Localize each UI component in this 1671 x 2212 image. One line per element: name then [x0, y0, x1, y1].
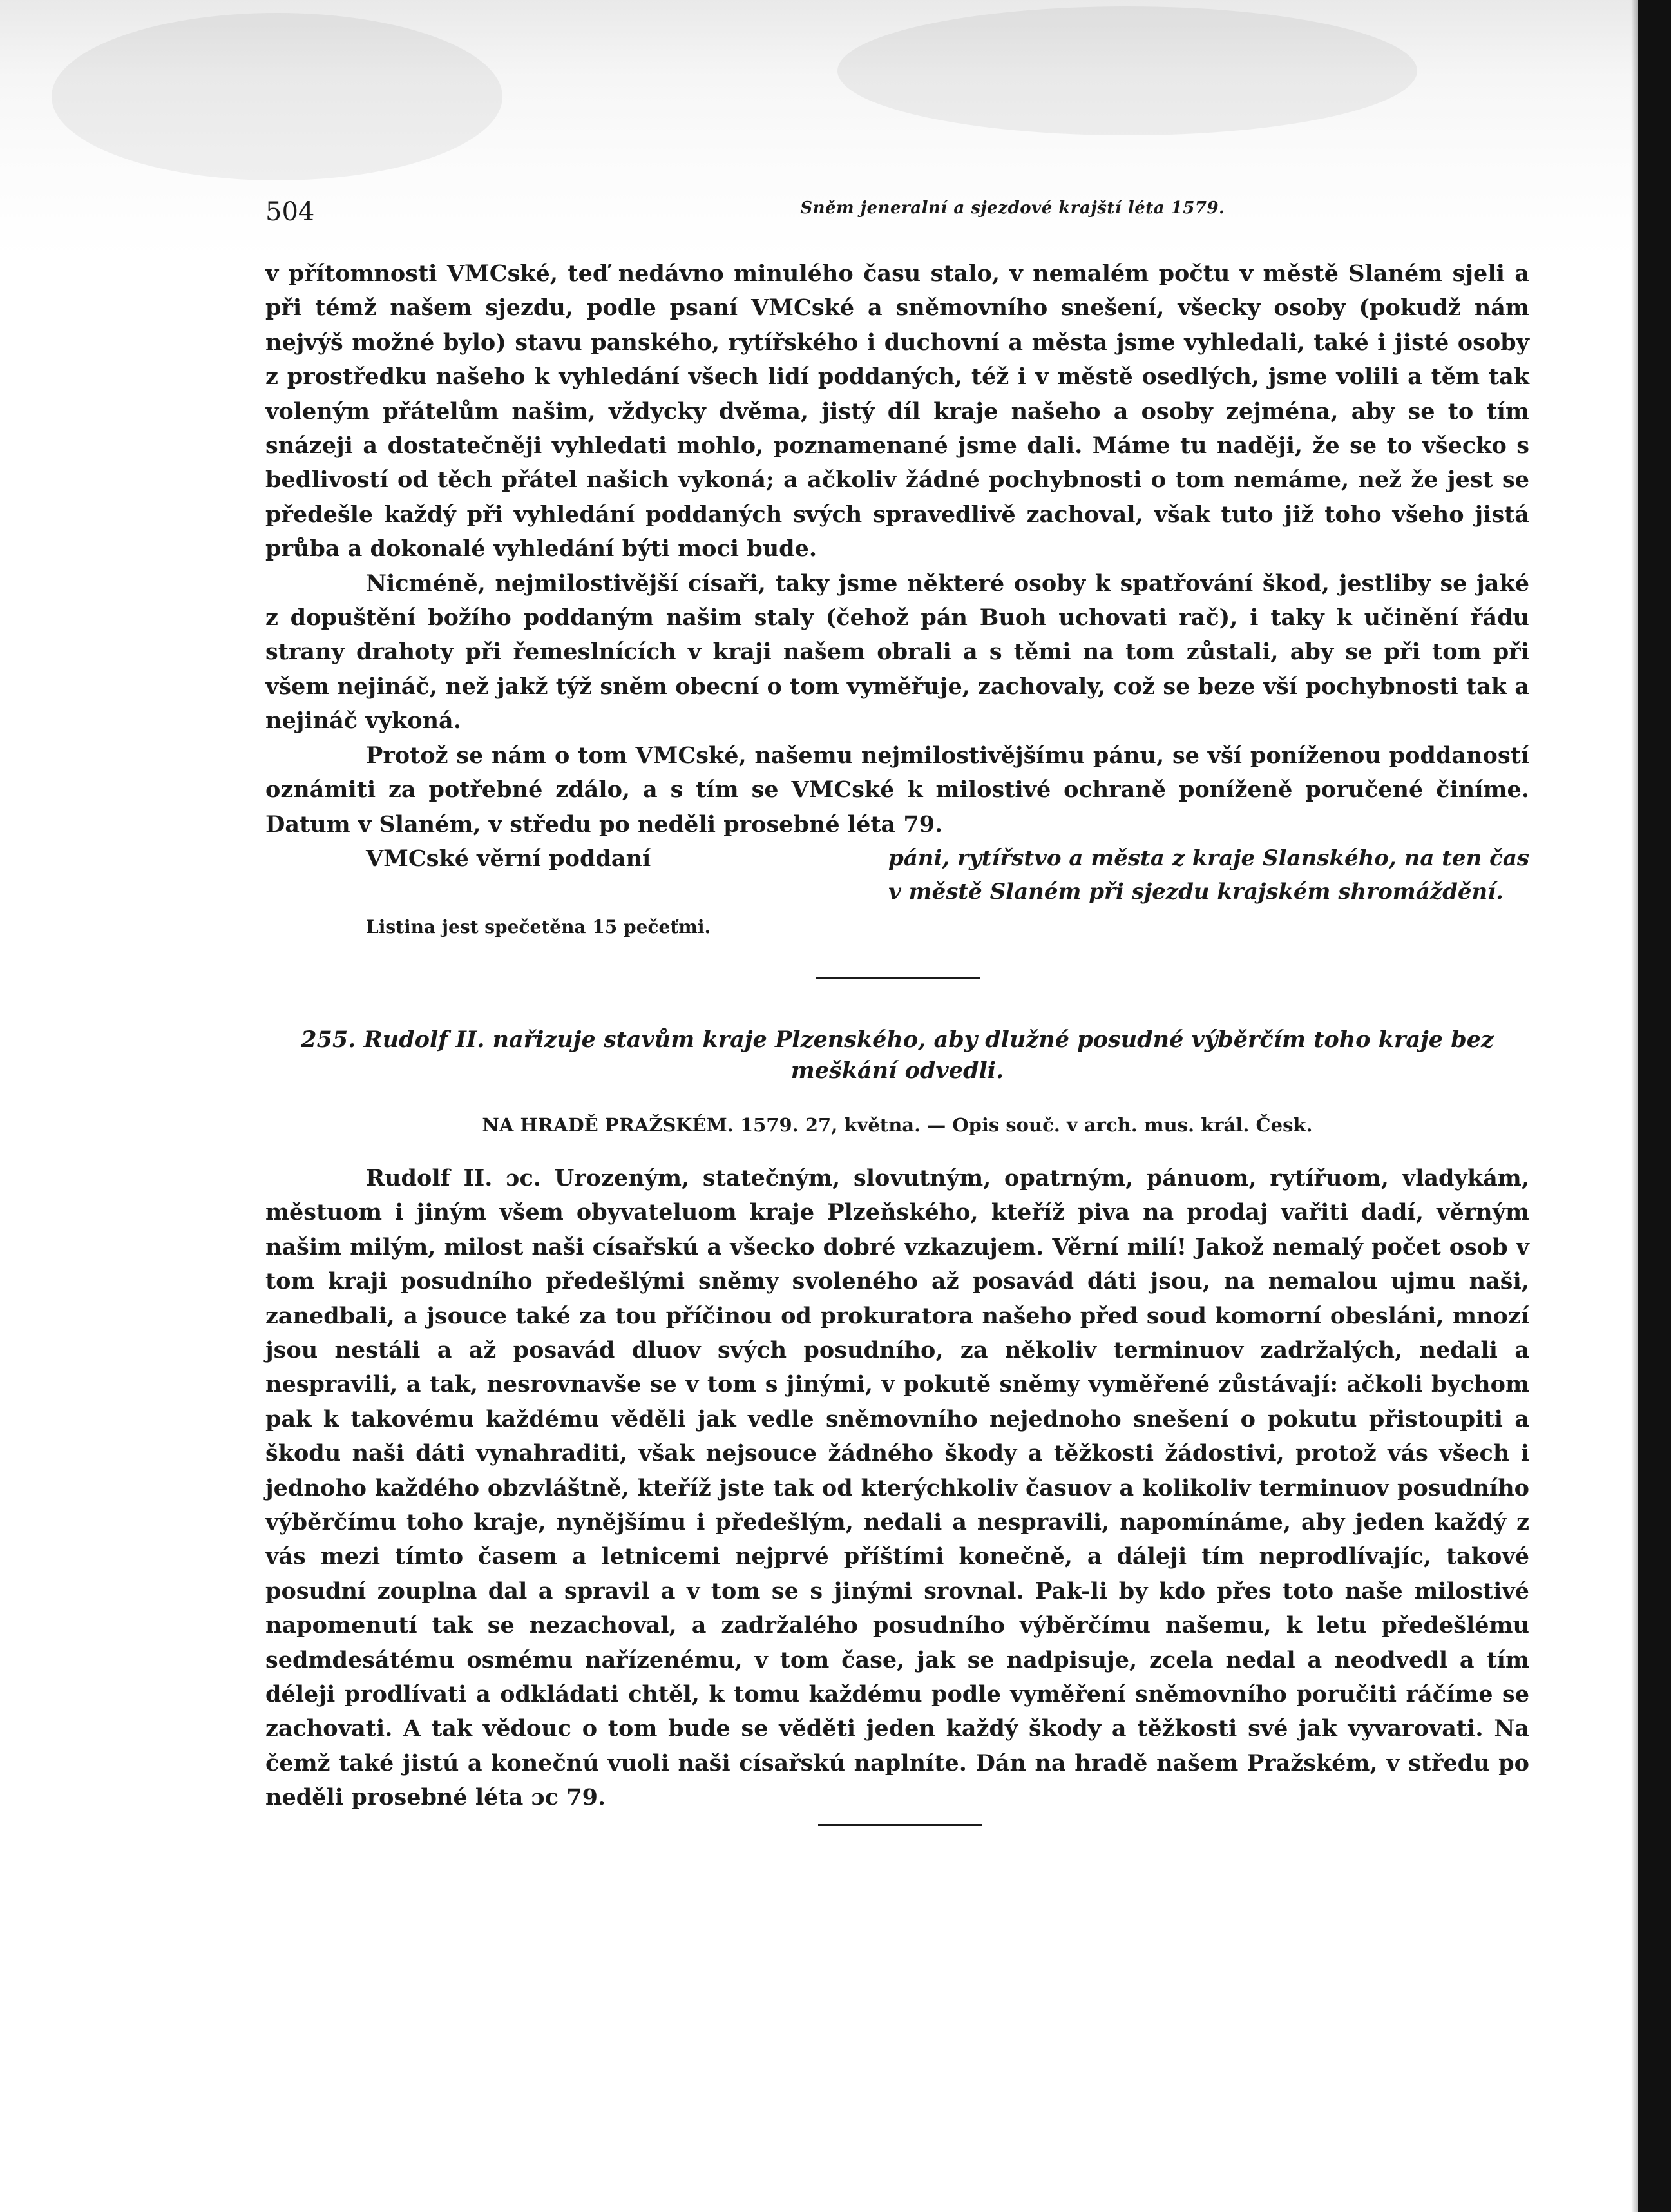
page-header [265, 193, 1386, 232]
page-number: 504 [265, 197, 315, 227]
page-edge-shadow [1631, 0, 1638, 2212]
letter-paragraph-2: Nicméně, nejmilostivější císaři, taky jsme některé osoby k spatřování škod, jestliby se jaké z dopuštění božího poddaným našim staly (čehož pán Buoh uchovati rač), i taky k učinění řádu strany drahoty při řemeslnících v kraji našem obrali a s těmi na tom zůstali, aby se při tom při všem nejináč, než jakž týž sněm obecní o tom vyměřuje, zachovaly, což se beze vší pochybnosti tak a nejináč vykoná. [265, 570, 1529, 735]
signature-left: VMCské věrní poddaní [366, 845, 651, 872]
document-title: Rudolf II. nařizuje stavům kraje Plzenského, aby dlužné posudné výběrčím toho kraje bez meškání odvedli. [363, 1026, 1494, 1084]
signature-right-line1: páni, rytířstvo a města z kraje Slanského, na ten čas [888, 845, 1529, 871]
page-body [265, 256, 1529, 1826]
scan-shadow [837, 6, 1417, 135]
signature-right-line2: v městě Slaném při sjezdu krajském shromáždění. [888, 878, 1504, 905]
document-source: NA HRADĚ PRAŽSKÉM. 1579. 27, května. — Opis souč. v arch. mus. král. Česk. [482, 1113, 1313, 1136]
document-text: Rudolf II. ɔc. Urozeným, statečným, slovutným, opatrným, pánuom, rytířuom, vladykám, městuom i jiným všem obyvateluom kraje Plzeňského, kteříž piva na prodaj vařiti dadí, věrným našim milým, milost naši císařskú a všecko dobré vzkazujem. Věrní milí! Jakož nemalý počet osob v tom kraji posudního předešlými sněmy svoleného až posavád dáti jsou, na nemalou ujmu naši, zanedbali, a jsouce také za tou příčinou od prokuratora našeho před soud komorní obesláni, mnozí jsou nestáli a až posavád dluov svých posudního, za několiv terminuov zadržalých, nedali a nespravili, a tak, nesrovnavše se v tom s jinými, v pokutě sněmy vyměřené zůstávají: ačkoli bychom pak k takovému každému věděli jak vedle sněmovního nejednoho snešení o pokutu přistoupiti a škodu naši dáti vynahraditi, však nejsouce žádného škody a těžkosti žádostivi, protož vás všech i jednoho každého obzvláštně, kteříž jste tak od kterýchkoliv časuov a kolikoliv terminuov posudního výběrčímu toho kraje, nynějšímu i předešlým, nedali a nespravili, napomínáme, aby jeden každý z vás mezi tímto časem a letnicemi nejprvé příštími konečně, a dáleji tím neprodlívajíc, takové posudní zouplna dal a spravil a v tom se s jinými srovnal. Pak-li by kdo přes toto naše milostivé napomenutí tak se nezachoval, a zadržalého posudního výběrčímu našemu, k letu předešlému sedmdesátému osmému nařízenému, v tom čase, jak se nadpisuje, zcela nedal a neodvedl a tím déleji prodlívati a odkládati chtěl, k tomu každému podle vyměření sněmovního poručiti ráčíme se zachovati. A tak vědouc o tom bude se věděti jeden každý škody a těžkosti své jak vyvarovati. Na čemž také jistú a konečnú vuoli naši císařskú naplníte. Dán na hradě našem Pražském, v středu po neděli prosebné léta ɔc 79. [265, 1164, 1529, 1811]
scan-shadow [52, 13, 502, 180]
signature-block [265, 842, 1529, 876]
letter-paragraph-1: v přítomnosti VMCské, teď nedávno minulého času stalo, v nemalém počtu v městě Slaném sjeli a při témž našem sjezdu, podle psaní VMCské a sněmovního snešení, všecky osoby (pokudž nám nejvýš možné bylo) stavu panského, rytířského i duchovní a města jsme vyhledali, také i jisté osoby z prostředku našeho k vyhledání všech lidí poddaných, též i v městě osedlých, jsme volili a těm tak voleným přátelům našim, vždycky dvěma, jistý díl kraje našeho a osoby zejména, aby se to tím snázeji a dostatečněji vyhledati mohlo, poznamenané jsme dali. Máme tu naději, že se to všecko s bedlivostí od těch přátel našich vykoná; a ačkoliv žádné pochybnosti o tom nemáme, než že jest se předešle každý při vyhledání poddaných svých spravedlivě zachoval, však tuto již toho všeho jistá průba a dokonalé vyhledání býti moci bude. [265, 260, 1529, 563]
running-head: Sněm jeneralní a sjezdové krajští léta 1579. [800, 198, 1225, 218]
scan-border [1638, 0, 1671, 2212]
seal-note: Listina jest spečetěna 15 pečeťmi. [366, 916, 711, 938]
end-divider [818, 1824, 982, 1826]
section-divider [816, 977, 980, 979]
document-number: 255. [301, 1026, 356, 1053]
document-heading [265, 1024, 1529, 1086]
letter-paragraph-3: Protož se nám o tom VMCské, našemu nejmilostivějšímu pánu, se vší poníženou poddaností oznámiti za potřebné zdálo, a s tím se VMCské k milostivé ochraně poníženě poručené činíme. Datum v Slaném, v středu po neděli prosebné léta 79. [265, 742, 1529, 838]
